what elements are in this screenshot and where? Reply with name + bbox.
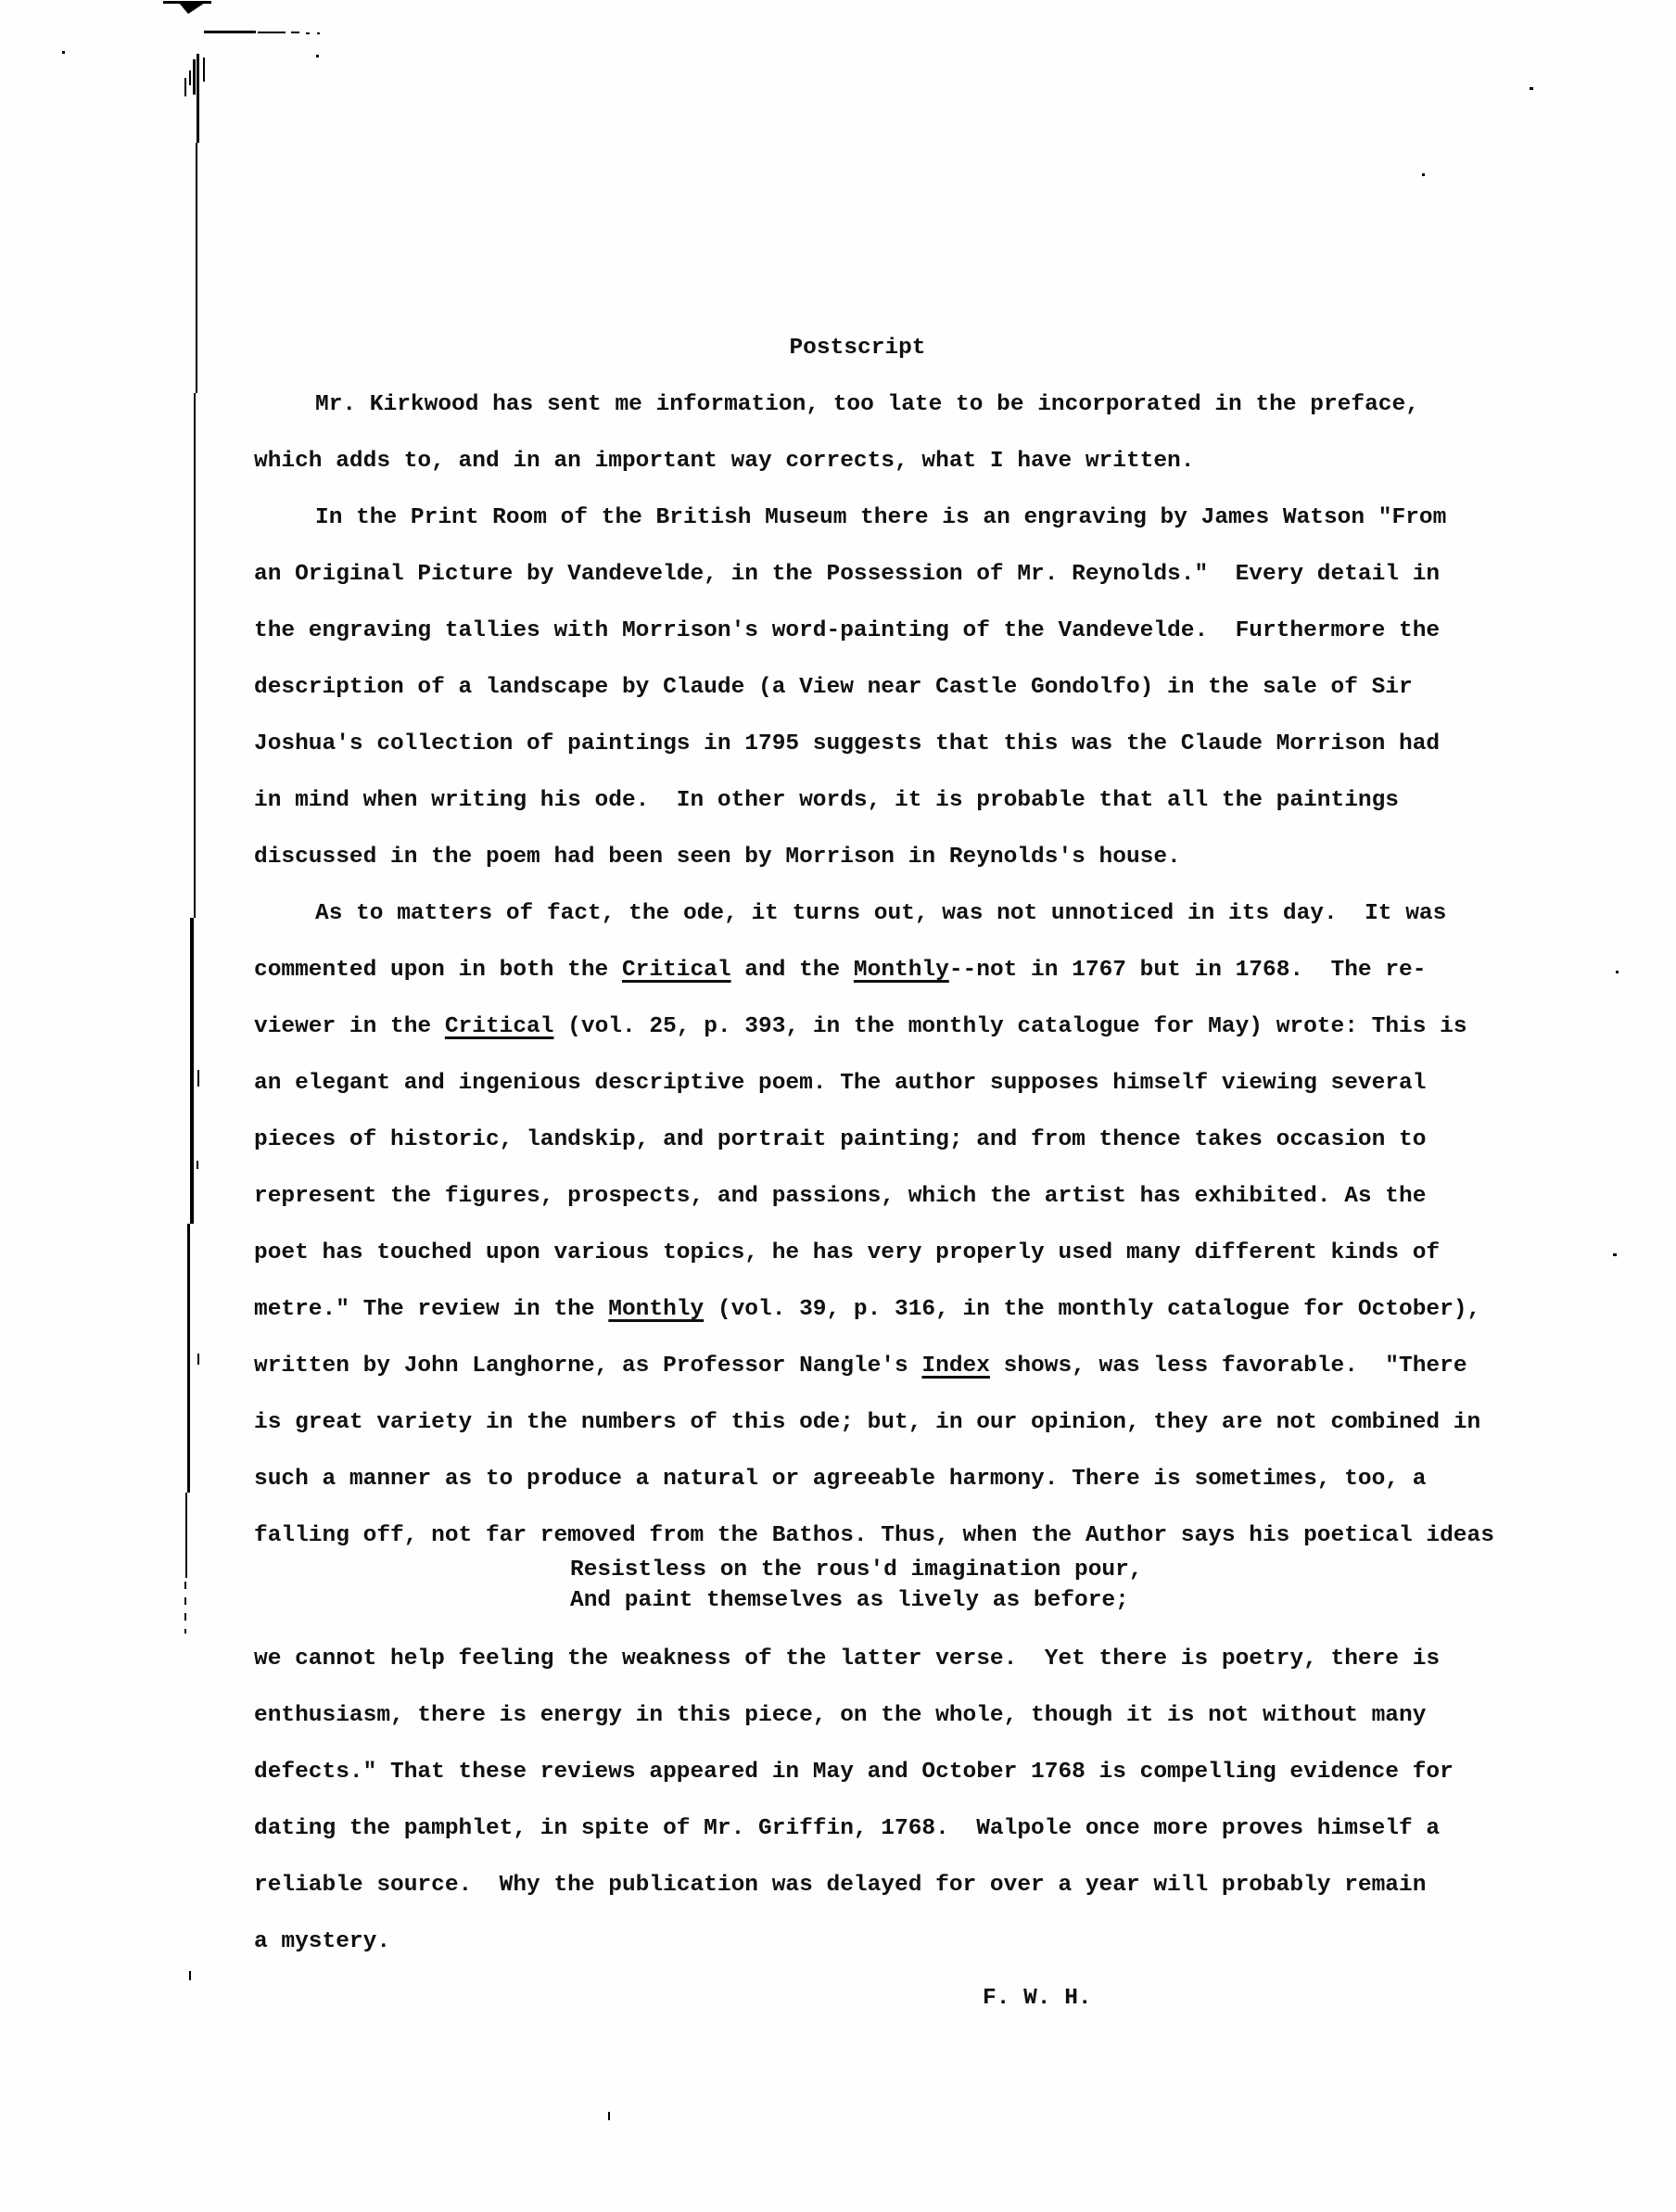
text-segment: dating the pamphlet, in spite of Mr. Griffin, 1768. Walpole once more proves himself a (254, 1816, 1441, 1841)
paragraph (254, 489, 1533, 885)
text-line (254, 885, 1533, 942)
text-line (254, 1338, 1533, 1394)
corner-fold-triangle (179, 3, 205, 14)
binding-crease-line-dashed (184, 1582, 186, 1634)
text-segment: we cannot help feeling the weakness of the latter verse. Yet there is poetry, there is (254, 1646, 1441, 1672)
text-line (254, 1744, 1533, 1800)
text-segment: defects." That these reviews appeared in May and October 1768 is compelling evidence for (254, 1760, 1454, 1785)
text-segment: As to matters of fact, the ode, it turns out, was not unnoticed in its day. It was (315, 901, 1447, 926)
text-line (254, 1451, 1533, 1507)
text-line (254, 829, 1533, 885)
text-line (254, 998, 1533, 1055)
underlined-text: Monthly (853, 958, 949, 983)
text-line (254, 1168, 1533, 1225)
paragraph (254, 376, 1533, 489)
text-segment: which adds to, and in an important way corrects, what I have written. (254, 449, 1195, 474)
text-line (254, 1800, 1533, 1857)
paragraph (254, 885, 1533, 1564)
text-line (254, 1913, 1533, 1970)
text-segment: in mind when writing his ode. In other words, it is probable that all the paintings (254, 788, 1400, 813)
text-segment: represent the figures, prospects, and passions, which the artist has exhibited. As the (254, 1184, 1427, 1209)
scan-tick-mark (184, 78, 186, 96)
text-line (254, 1055, 1533, 1112)
paragraph (254, 1631, 1533, 1970)
text-line (254, 489, 1533, 546)
text-segment: (vol. 39, p. 316, in the monthly catalogue for October), (704, 1297, 1481, 1322)
underlined-text: Critical (444, 1014, 554, 1039)
text-segment: Resistless on the rous'd imagination pour, (570, 1557, 1143, 1583)
author-initials: F. W. H. (983, 1986, 1092, 2011)
scan-mark-dash (306, 32, 310, 34)
text-line (254, 1394, 1533, 1451)
binding-crease-line (190, 918, 194, 1224)
text-segment: In the Print Room of the British Museum there is an engraving by James Watson "From (315, 505, 1447, 530)
underlined-text: Critical (621, 958, 731, 983)
scan-speck (1616, 971, 1619, 973)
page-title: Postscript (789, 336, 926, 361)
text-line (254, 942, 1533, 998)
text-line (254, 603, 1533, 659)
binding-crease-line (196, 143, 197, 393)
scan-tick-mark (197, 1070, 199, 1087)
text-line (254, 546, 1533, 603)
text-column (254, 320, 1533, 2027)
binding-crease-line (187, 1224, 190, 1493)
text-segment: enthusiasm, there is energy in this piece, on the whole, though it is not without many (254, 1703, 1427, 1728)
scan-tick-mark (189, 1971, 191, 1980)
text-segment: poet has touched upon various topics, he has very properly used many different kinds of (254, 1240, 1441, 1265)
underlined-text: Index (921, 1354, 990, 1379)
scan-mark-dash (317, 32, 320, 34)
scan-tick-mark (189, 70, 191, 85)
text-line (254, 1687, 1533, 1744)
text-segment: viewer in the (254, 1014, 445, 1039)
binding-crease-line (197, 54, 199, 143)
scan-speck (1422, 173, 1425, 176)
scan-tick-mark (203, 57, 205, 82)
text-segment: reliable source. Why the publication was delayed for over a year will probably remain (254, 1873, 1427, 1898)
text-line (254, 1631, 1533, 1687)
text-segment: (vol. 25, p. 393, in the monthly catalogue for May) wrote: This is (553, 1014, 1467, 1039)
text-line (254, 659, 1533, 716)
text-segment: And paint themselves as lively as before; (570, 1588, 1129, 1613)
scan-speck (316, 55, 319, 57)
text-line (254, 433, 1533, 489)
scan-tick-mark (197, 1161, 198, 1169)
paragraphs-container (254, 376, 1533, 1970)
text-line (254, 1112, 1533, 1168)
text-segment: Mr. Kirkwood has sent me information, too late to be incorporated in the preface, (315, 392, 1419, 417)
text-line (570, 1585, 1533, 1616)
text-segment: an Original Picture by Vandevelde, in the Possession of Mr. Reynolds." Every detail in (254, 562, 1441, 587)
text-segment: --not in 1767 but in 1768. The re- (948, 958, 1427, 983)
text-line (254, 716, 1533, 772)
text-segment: and the (730, 958, 854, 983)
text-line (254, 1857, 1533, 1913)
text-segment: shows, was less favorable. "There (989, 1354, 1467, 1379)
binding-crease-line (194, 393, 196, 918)
scan-mark-dash (291, 32, 299, 33)
text-line (254, 1225, 1533, 1281)
text-segment: Joshua's collection of paintings in 1795 suggests that this was the Claude Morrison had (254, 731, 1441, 756)
scan-tick-mark (197, 1354, 199, 1365)
text-line (254, 1281, 1533, 1338)
text-segment: is great variety in the numbers of this ode; but, in our opinion, they are not combined in (254, 1410, 1481, 1435)
binding-crease-line (185, 1493, 187, 1578)
text-segment: the engraving tallies with Morrison's word-painting of the Vandevelde. Furthermore the (254, 618, 1441, 643)
scan-mark-horizontal-line (204, 31, 256, 33)
text-segment: description of a landscape by Claude (a View near Castle Gondolfo) in the sale of Sir (254, 675, 1413, 700)
text-segment: falling off, not far removed from the Bathos. Thus, when the Author says his poetical ideas (254, 1523, 1494, 1548)
text-segment: a mystery. (254, 1929, 391, 1954)
text-segment: discussed in the poem had been seen by Morrison in Reynolds's house. (254, 845, 1181, 870)
text-line (254, 376, 1533, 433)
text-segment: metre." The review in the (254, 1297, 609, 1322)
underlined-text: Monthly (608, 1297, 705, 1322)
scan-speck (62, 51, 65, 54)
text-line (254, 772, 1533, 829)
text-segment: such a manner as to produce a natural or agreeable harmony. There is sometimes, too, a (254, 1467, 1427, 1492)
text-segment: an elegant and ingenious descriptive poem. The author supposes himself viewing several (254, 1071, 1427, 1096)
scan-speck (1530, 87, 1533, 90)
scan-mark-horizontal-line (258, 32, 286, 33)
scan-speck (608, 2112, 610, 2120)
text-segment: commented upon in both the (254, 958, 622, 983)
text-segment: pieces of historic, landskip, and portrait painting; and from thence takes occasion to (254, 1127, 1427, 1152)
scan-tick-mark (193, 59, 196, 95)
text-segment: written by John Langhorne, as Professor Nangle's (254, 1354, 922, 1379)
scan-speck (1613, 1253, 1617, 1256)
